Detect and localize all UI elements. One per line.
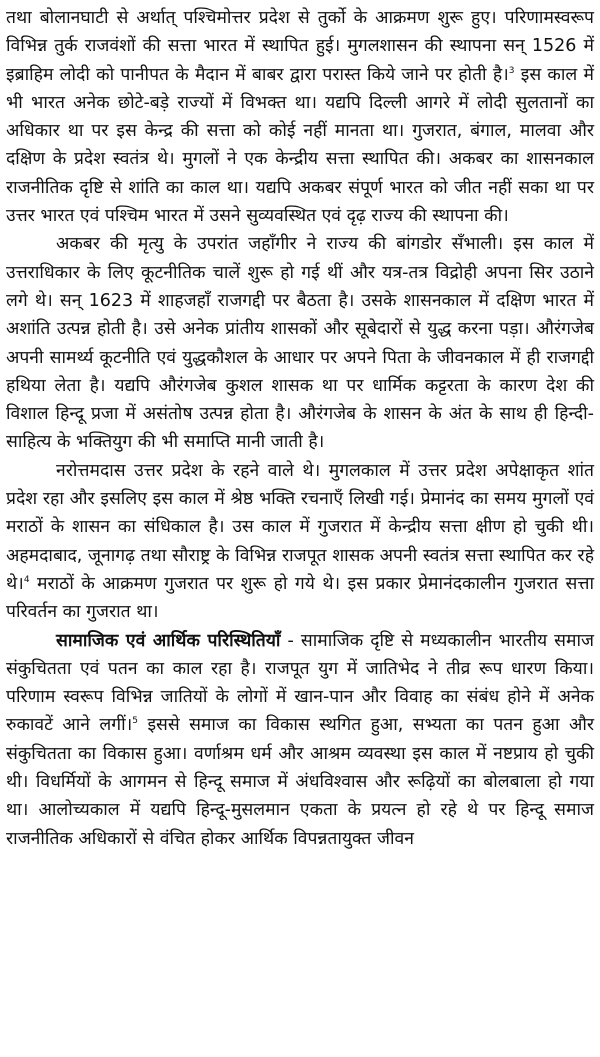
paragraph-text: तथा बोलानघाटी से अर्थात् पश्चिमोत्तर प्रदेश से तुर्को के आक्रमण शुरू हुए। परिणामस्वरूप विभिन्न तुर्क राजवंशों की सत्ता भारत में स्थापित हुई। मुगलशासन की स्थापना सन् 1526 में इब्राहिम लोदी को पानीपत के मैदान में बाबर द्वारा परास्त किये जाने पर होती है। bbox=[6, 8, 594, 85]
section-heading: सामाजिक एवं आर्थिक परिस्थितियाँ bbox=[56, 630, 281, 651]
paragraph-narottamdas-premanand bbox=[6, 457, 594, 627]
footnote-ref-4: 4 bbox=[23, 575, 30, 586]
paragraph-text: इससे समाज का विकास स्थगित हुआ, सभ्यता का पतन हुआ और संकुचितता का विकास हुआ। वर्णाश्रम धर्म और आश्रम व्यवस्था इस काल में नष्टप्राय हो चुकी थी। विधर्मियों के आगमन से हिन्दू समाज में अंधविश्वास और रूढ़ियों का बोलबाला हो गया था। आलोच्यकाल में यद्यपि हिन्दू-मुसलमान एकता के प्रयत्न हो रहे थे पर हिन्दू समाज राजनीतिक अधिकारों से वंचित होकर आर्थिक विपन्नतायुक्त जीवन bbox=[6, 715, 595, 849]
footnote-ref-5: 5 bbox=[132, 716, 139, 727]
paragraph-political-history bbox=[6, 4, 594, 230]
paragraph-text: मराठों के आक्रमण गुजरात पर शुरू हो गये थे। इस प्रकार प्रेमानंदकालीन गुजरात सत्ता परिवर्तन का गुजरात था। bbox=[6, 573, 594, 623]
paragraph-text: नरोत्तमदास उत्तर प्रदेश के रहने वाले थे। मुगलकाल में उत्तर प्रदेश अपेक्षाकृत शांत प्रदेश रहा और इसलिए इस काल में श्रेष्ठ भक्ति रचनाएँ लिखी गई। प्रेमानंद का समय मुगलों एवं मराठों के शासन का संधिकाल है। उस काल में गुजरात में केन्द्रीय सत्ता क्षीण हो चुकी थी। अहमदाबाद, जूनागढ़ तथा सौराष्ट्र के विभिन्न राजपूत शासक अपनी स्वतंत्र सत्ता स्थापित कर रहे थे। bbox=[6, 460, 594, 594]
paragraph-text: अकबर की मृत्यु के उपरांत जहाँगीर ने राज्य की बांगडोर सँभाली। इस काल में उत्तराधिकार के लिए कूटनीतिक चालें शुरू हो गई थीं और यत्र-तत्र विद्रोही अपना सिर उठाने लगे थे। सन् 1623 में शाहजहाँ राजगद्दी पर बैठता है। उसके शासनकाल में दक्षिण भारत में अशांति उत्पन्न होती है। उसे अनेक प्रांतीय शासकों और सूबेदारों से युद्ध करना पड़ा। औरंगजेब अपनी सामर्थ्य कूटनीति एवं युद्धकौशल के आधार पर अपने पिता के जीवनकाल में ही राजगद्दी हथिया लेता है। यद्यपि औरंगजेब कुशल शासक था पर धार्मिक कट्टरता के कारण देश की विशाल हिन्दू प्रजा में असंतोष उत्पन्न होता है। औरंगजेब के शासन के अंत के साथ ही हिन्दी-साहित्य के भक्तियुग की भी समाप्ति मानी जाती है। bbox=[6, 234, 594, 453]
paragraph-text: इस काल में भी भारत अनेक छोटे-बड़े राज्यों में विभक्त था। यद्यपि दिल्ली आगरे में लोदी सुलतानों का अधिकार था पर इस केन्द्र की सत्ता को कोई नहीं मानता था। गुजरात, बंगाल, मालवा और दक्षिण के प्रदेश स्वतंत्र थे। मुगलों ने एक केन्द्रीय सत्ता स्थापित की। अकबर का शासनकाल राजनीतिक दृष्टि से शांति का काल था। यद्यपि अकबर संपूर्ण भारत को जीत नहीं सका था पर उत्तर भारत एवं पश्चिम भारत में उसने सुव्यवस्थित एवं दृढ़ राज्य की स्थापना की। bbox=[6, 64, 594, 227]
paragraph-text: - सामाजिक दृष्टि से मध्यकालीन भारतीय समाज संकुचितता एवं पतन का काल रहा है। राजपूत युग में जातिभेद ने तीव्र रूप धारण किया। परिणाम स्वरूप विभिन्न जातियों के लोगों में खान-पान और विवाह का संबंध होने में अनेक रुकावटें आने लगीं। bbox=[6, 630, 594, 736]
paragraph-mughal-succession bbox=[6, 230, 594, 456]
paragraph-social-economic bbox=[6, 627, 594, 853]
footnote-ref-3: 3 bbox=[508, 65, 515, 76]
